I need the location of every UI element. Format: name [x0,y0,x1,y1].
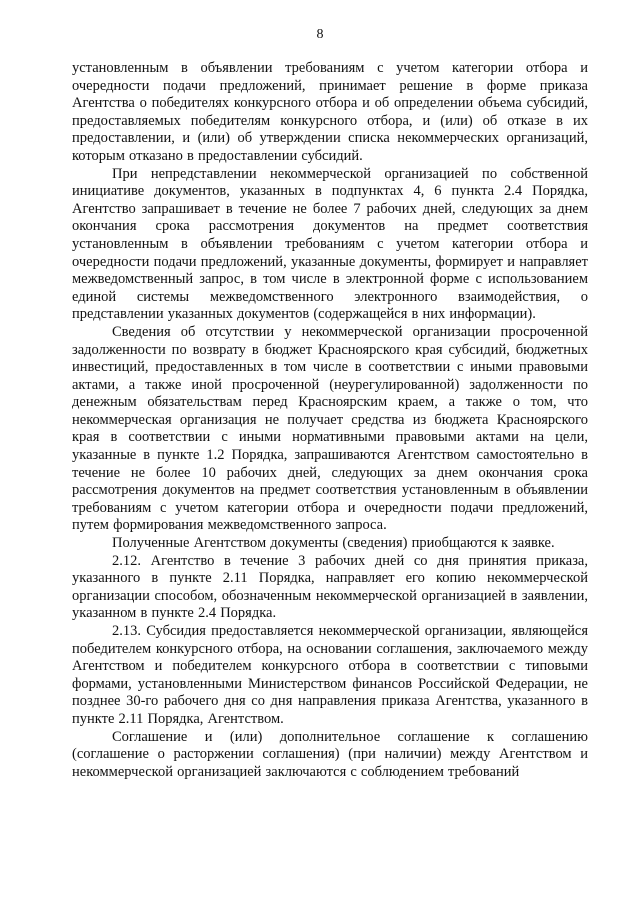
paragraph: Соглашение и (или) дополнительное соглашение к соглашению (соглашение о расторжении соглашения) (при наличии) между Агентством и некоммерческой организацией заключаются с соблюдением требований [72,728,588,780]
paragraph: При непредставлении некоммерческой организацией по собственной инициативе документов, указанных в подпунктах 4, 6 пункта 2.4 Порядка, Агентство запрашивает в течение не более 7 рабочих дней, следующих за днем окончания срока рассмотрения документов на предмет соответствия установленным в объявлении требованиям с учетом категории отбора и очередности подачи предложений, указанные документы, формирует и направляет межведомственный запрос, в том числе в электронной форме с использованием единой системы межведомственного электронного взаимодействия, о представлении указанных документов (содержащейся в них информации). [72,165,588,323]
paragraph: Сведения об отсутствии у некоммерческой организации просроченной задолженности по возврату в бюджет Красноярского края субсидий, бюджетных инвестиций, предоставленных в том числе в соответствии с иными правовыми актами, а также иной просроченной (неурегулированной) задолженности по денежным обязательствам перед Красноярским краем, а также о том, что некоммерческая организация не получает средства из бюджета Красноярского края в соответствии с иными нормативными правовыми актами на цели, указанные в пункте 1.2 Порядка, запрашиваются Агентством самостоятельно в течение не более 10 рабочих дней, следующих за днем окончания срока рассмотрения документов на предмет соответствия установленным в объявлении требованиям с учетом категории отбора и очередности подачи предложений, путем формирования межведомственного запроса. [72,323,588,534]
page-number: 8 [316,27,324,42]
paragraph: Полученные Агентством документы (сведения) приобщаются к заявке. [112,535,555,552]
paragraph: установленным в объявлении требованиям с учетом категории отбора и очередности подачи предложений, принимает решение в форме приказа Агентства о победителях конкурсного отбора и об определении объема субсидий, предоставляемых победителям конкурсного отбора, и (или) об отказе в их предоставлении, и (или) об утверждении списка некоммерческих организаций, которым отказано в предоставлении субсидий. [72,60,588,164]
paragraph: 2.13. Субсидия предоставляется некоммерческой организации, являющейся победителем конкурсного отбора, на основании соглашения, заключаемого между Агентством и победителем конкурсного отбора в соответствии с типовыми формами, установленными Министерством финансов Российской Федерации, не позднее 30-го рабочего дня со дня направления приказа Агентства, указанного в пункте 2.11 Порядка, Агентством. [72,623,588,727]
paragraph: 2.12. Агентство в течение 3 рабочих дней со дня принятия приказа, указанного в пункте 2.11 Порядка, направляет его копию некоммерческой организации способом, обозначенным некоммерческой организацией в заявлении, указанном в пункте 2.4 Порядка. [72,552,588,622]
document-body [72,60,588,781]
